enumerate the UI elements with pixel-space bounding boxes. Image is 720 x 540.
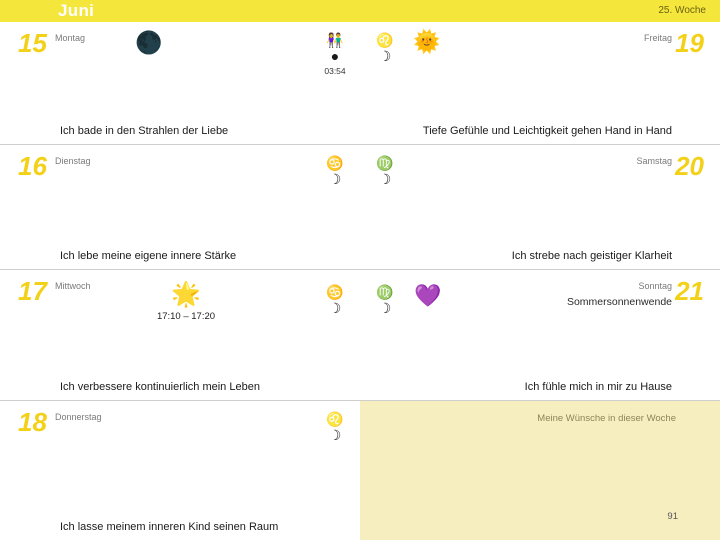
affirmation-right: Ich fühle mich in mir zu Hause (524, 381, 672, 393)
virgo-symbol: ♍ (376, 284, 394, 300)
sun-face-icon: 🌞 (413, 29, 441, 54)
day-name-right: Samstag (636, 156, 672, 166)
crescent-moon-icon: ☽ (328, 171, 342, 187)
crescent-moon-icon: ☽ (378, 171, 392, 187)
day-number-left: 16 (18, 151, 47, 181)
cancer-symbol: ♋ (326, 155, 344, 171)
leo-symbol: ♌ (376, 32, 394, 48)
virgo-symbol: ♍ (376, 155, 394, 171)
affirmation-left: Ich verbessere kontinuierlich mein Leben (60, 381, 260, 393)
day-name-right: Sonntag (638, 281, 672, 291)
day-name-left: Donnerstag (55, 412, 102, 422)
symbol-cluster-2 (362, 32, 408, 68)
crescent-moon-icon: ☽ (328, 300, 342, 316)
symbol-cluster-1 (312, 284, 358, 318)
cancer-symbol: ♋ (326, 284, 344, 300)
day-row-1 (0, 22, 720, 145)
symbol-cluster-2 (362, 284, 408, 318)
day-number-right: 19 (675, 28, 704, 58)
crescent-moon-icon: ☽ (328, 427, 342, 443)
symbol-cluster-1 (312, 155, 358, 189)
new-moon-icon: ● (330, 48, 340, 64)
day-number-right: 21 (675, 276, 704, 306)
gemini-symbol: 👫 (326, 32, 344, 48)
crescent-moon-icon: ☽ (378, 48, 392, 64)
symbol-cluster-1 (312, 32, 358, 76)
star-time: 17:10 – 17:20 (156, 311, 216, 322)
affirmation-left: Ich bade in den Strahlen der Liebe (60, 125, 229, 137)
new-moon-face-icon: 🌑 (135, 30, 163, 55)
affirmation-left: Ich lasse meinem inneren Kind seinen Raum (60, 521, 279, 533)
symbol-cluster-2 (362, 155, 408, 189)
star-event (141, 282, 231, 322)
day-name-left: Mittwoch (55, 281, 91, 291)
shooting-star-icon: 🌟 (171, 281, 201, 308)
affirmation-left: Ich lebe meine eigene innere Stärke (60, 250, 237, 262)
week-label: 25. Woche (658, 5, 706, 16)
weekly-wishes-title: Meine Wünsche in dieser Woche (537, 413, 676, 424)
day-number-right: 20 (675, 151, 704, 181)
day-number-left: 15 (18, 28, 47, 58)
moon-time: 03:54 (324, 66, 346, 76)
symbol-cluster-1 (312, 411, 358, 445)
month-title: Juni (58, 1, 95, 20)
heart-icon: 💜 (414, 283, 442, 308)
day-number-left: 17 (18, 276, 47, 306)
page-number: 91 (667, 511, 678, 522)
affirmation-right: Ich strebe nach geistiger Klarheit (511, 250, 672, 262)
affirmation-right: Tiefe Gefühle und Leichtigkeit gehen Hand in Hand (422, 125, 672, 137)
weekly-wishes-panel[interactable] (360, 401, 720, 540)
solstice-note: Sommersonnenwende (566, 296, 672, 308)
leo-symbol: ♌ (326, 411, 344, 427)
day-number-left: 18 (18, 407, 47, 437)
crescent-moon-icon: ☽ (378, 300, 392, 316)
page-header (0, 0, 720, 22)
day-row-2 (0, 145, 720, 270)
day-name-left: Dienstag (55, 156, 91, 166)
day-name-right: Freitag (643, 33, 672, 43)
day-row-3 (0, 270, 720, 401)
day-name-left: Montag (55, 33, 86, 43)
